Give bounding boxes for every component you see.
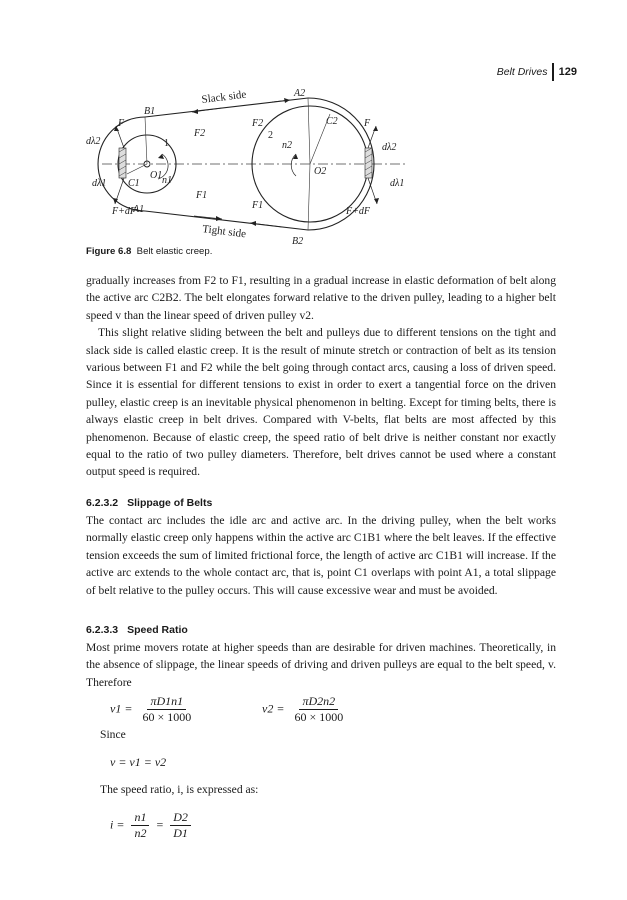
radius-b2: [308, 164, 310, 230]
subsection-heading-speed-ratio: [86, 624, 188, 636]
label-f2-right: F2: [252, 118, 264, 129]
slack-side-label: Slack side: [200, 88, 247, 106]
eq4-denominator-2: D1: [173, 826, 188, 840]
label-f1-left: F1: [196, 190, 208, 201]
eq2-denominator: 60 × 1000: [294, 710, 344, 724]
label-dlambda1-right: dλ1: [390, 178, 405, 189]
running-header: [497, 63, 577, 81]
label-f-right: F: [364, 118, 371, 129]
figure-caption: [86, 246, 212, 257]
running-title: Belt Drives: [496, 66, 548, 78]
label-dlambda1-left: dλ1: [92, 178, 107, 189]
label-f1-right: F1: [252, 200, 264, 211]
paragraph-2: This slight relative sliding between the belt and pulleys due to different tensions on the tight and slack side is called elastic creep. It is the result of minute stretch or contraction of belt as its tension various between F1 and F2 while the belt going through contact arcs, causing a loss of driven speed. Since it is essential for different tensions to exist in order to exert a tangential force on the driven pulley, elastic creep is an inevitable physical phenomenon in belting. Except for timing belts, there is always elastic creep in belt drives. Compared with V-belts, flat belts are most affected by this phenomenon. Because of elastic creep, the speed ratio of belt drive is neither constant nor exactly equal to the ratio of two pulley diameters. Therefore, belt drives cannot be used where a constant output speed is required.: [86, 326, 556, 479]
eq4-numerator-1: n1: [131, 810, 149, 826]
label-o2: O2: [314, 166, 327, 177]
belt-element-left: [119, 148, 126, 178]
paragraph-3: The contact arc includes the idle arc and active arc. In the driving pulley, when the belt works normally elastic creep only happens within the active arc C1B1 where the belt leaves. If the effective tension exceeds the sum of limited frictional force, the length of active arc C1B1 will increase. If the active arc extends to the whole contact arc, that is, point C1 overlaps with point A1, a total slippage of belt relative to the pulley occurs. This will cause excessive wear and must be avoided.: [86, 514, 556, 597]
label-n2: n2: [282, 140, 292, 151]
figure-caption-text: Belt elastic creep.: [136, 246, 213, 257]
label-dlambda2-left: dλ2: [86, 136, 101, 147]
text-block-3: [86, 639, 556, 691]
label-a1: A1: [133, 204, 145, 215]
figure-label: Figure 6.8: [86, 246, 132, 257]
text-block-2: [86, 512, 556, 599]
eq1-denominator: 60 × 1000: [142, 710, 192, 724]
label-o1: O1: [150, 170, 163, 181]
label-f-left: F: [118, 118, 125, 129]
radius-a2: [308, 98, 310, 164]
subsection-title: Speed Ratio: [127, 624, 188, 636]
eq4-denominator-1: n2: [134, 826, 147, 840]
eq4-lhs: i =: [110, 817, 125, 832]
eq2-numerator: πD2n2: [299, 694, 338, 710]
text-block-1: [86, 272, 556, 481]
label-c2: C2: [326, 116, 338, 127]
eq4-equals: =: [156, 817, 164, 832]
label-c1: C1: [128, 178, 140, 189]
eq1-numerator: πD1n1: [147, 694, 186, 710]
subsection-number: 6.2.3.2: [86, 497, 119, 509]
label-n1: n1: [162, 175, 172, 186]
label-pulley-1: 1: [164, 138, 169, 149]
tight-side-label: Tight side: [201, 223, 247, 241]
label-fdf-left: F+dF: [112, 206, 136, 217]
radius-b1: [145, 117, 147, 164]
equation-v: v = v1 = v2: [110, 755, 167, 769]
label-b2: B2: [292, 236, 304, 246]
belt-drive-diagram: [82, 86, 422, 246]
radius-c1: [127, 164, 147, 174]
belt-creep-figure: [82, 86, 422, 246]
eq4-numerator-2: D2: [170, 810, 191, 826]
label-a2: A2: [294, 88, 306, 99]
header-divider: [552, 63, 553, 81]
paragraph-1: gradually increases from F2 to F1, resulting in a gradual increase in elastic deformation of belt along the active arc C2B2. The belt elongates forward relative to the driven pulley, leading to a higher belt speed v than the linear speed of driven pulley v2.: [86, 274, 556, 322]
speed-ratio-intro: The speed ratio, i, is expressed as:: [100, 783, 259, 796]
label-pulley-2: 2: [268, 130, 273, 141]
equation-speed-ratio: [110, 810, 195, 841]
subsection-title: Slippage of Belts: [127, 497, 213, 509]
page-number: 129: [558, 66, 577, 78]
label-fdf-right: F+dF: [346, 206, 370, 217]
subsection-number: 6.2.3.3: [86, 624, 119, 636]
label-dlambda2-right: dλ2: [382, 142, 397, 153]
belt-element-right: [365, 148, 372, 178]
label-f2-left: F2: [194, 128, 206, 139]
subsection-heading-slippage: [86, 497, 212, 509]
eq2-lhs: v2 =: [262, 701, 285, 716]
label-b1: B1: [144, 106, 156, 117]
equation-v2: [262, 694, 350, 725]
eq1-lhs: v1 =: [110, 701, 133, 716]
since-label: Since: [100, 728, 126, 741]
equation-v1: [110, 694, 198, 725]
paragraph-4: Most prime movers rotate at higher speeds than are desirable for driven machines. Theoretically, in the absence of slippage, the linear speeds of driving and driven pulleys are equal to the belt speed, v. Therefore: [86, 641, 556, 689]
